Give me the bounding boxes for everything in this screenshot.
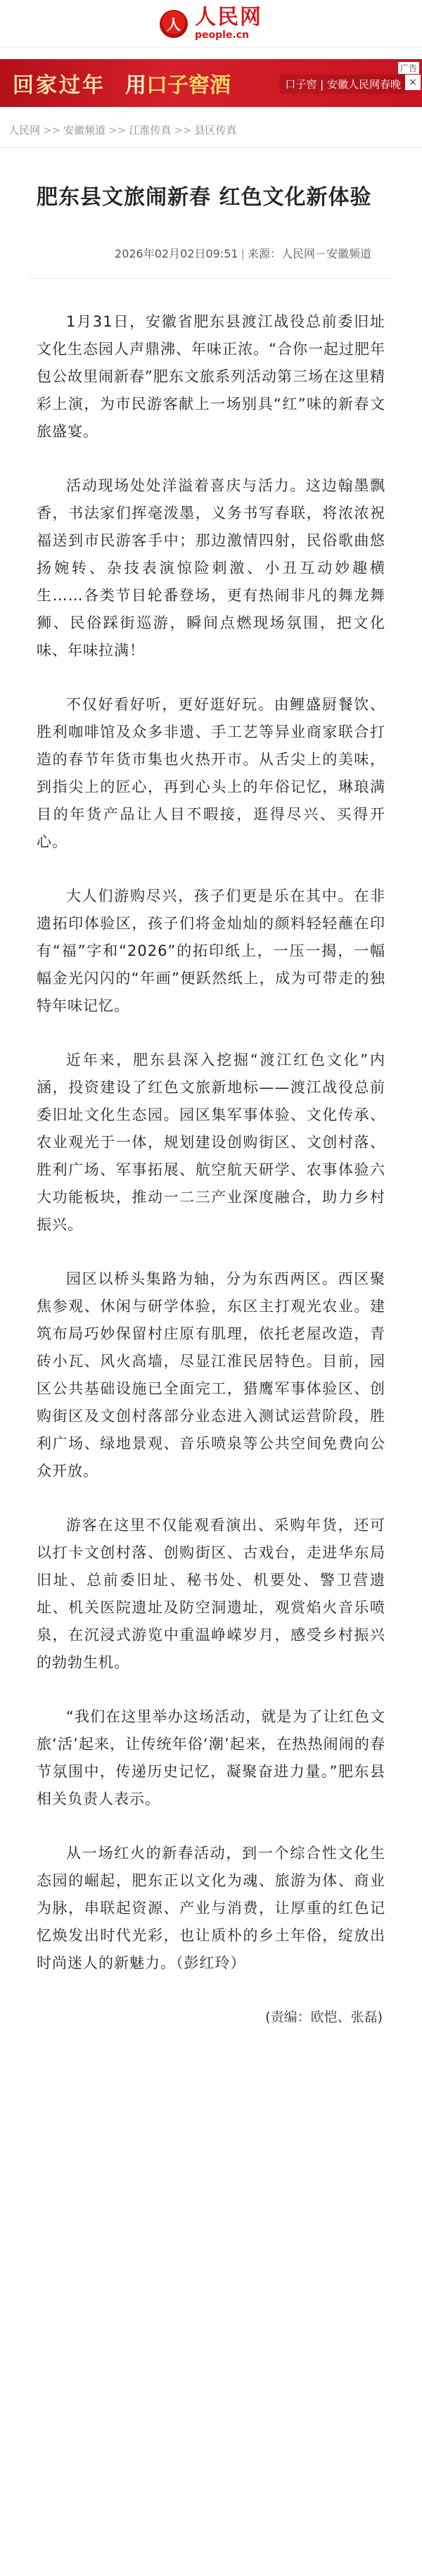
banner-title: 回家过年 xyxy=(13,73,106,98)
people-logo-icon: 人 xyxy=(160,10,188,38)
editor-credit: (责编：欧恺、张磊) xyxy=(265,2009,383,2025)
site-header xyxy=(0,0,422,48)
article-title: 肥东县文旅闹新春 红色文化新体验 xyxy=(37,185,372,210)
article-paragraph: 园区以桥头集路为轴，分为东西两区。西区聚焦参观、休闲与研学体验，东区主打观光农业。建筑布局巧妙保留村庄原有肌理，依托老屋改造，青砖小瓦、风火高墙，尽显江淮民居特色。目前，园区公共基础设施已全面完工，猎鹰军事体验区、创购街区及文创村落部分业态进入测试运营阶段，胜利广场、绿地景观、音乐喷泉等公共空间免费向公众开放。 xyxy=(37,1270,385,1479)
close-icon[interactable]: × xyxy=(405,75,421,90)
logo-domain: people.cn xyxy=(195,30,250,41)
breadcrumb-county[interactable]: 县区传真 xyxy=(194,124,237,137)
banner-brand: 口子窖 | 安徽人民网春晚 xyxy=(279,75,407,94)
article-paragraph: 活动现场处处洋溢着喜庆与活力。这边翰墨飘香，书法家们挥毫泼墨，义务书写春联，将浓浓祝福送到市民游客手中；那边激情四射，民俗歌曲悠扬婉转、杂技表演惊险刺激、小丑互动妙趣横生……各类节目轮番登场，更有热闹非凡的舞龙舞狮、民俗踩街巡游，瞬间点燃现场氛围，把文化味、年味拉满！ xyxy=(37,477,385,659)
logo-name: 人民网 xyxy=(195,5,262,30)
article-paragraph: 游客在这里不仅能观看演出、采购年货，还可以打卡文创村落、创购街区、古戏台，走进华东局旧址、总前委旧址、秘书处、机要处、警卫营遗址、机关医院遗址及防空洞遗址，观赏焰火音乐喷泉，在沉浸式游览中重温峥嵘岁月，感受乡村振兴的勃勃生机。 xyxy=(37,1517,385,1671)
article-paragraph: 近年来，肥东县深入挖掘“渡江红色文化”内涵，投资建设了红色文旅新地标——渡江战役总前委旧址文化生态园。园区集军事体验、文化传承、农业观光于一体，规划建设创购街区、文创村落、胜利广场、军事拓展、航空航天研学、农事体验六大功能板块，推动一二三产业深度融合，助力乡村振兴。 xyxy=(37,1052,385,1233)
breadcrumb-home[interactable]: 人民网 xyxy=(8,124,41,137)
ad-banner[interactable] xyxy=(0,59,422,107)
source-name[interactable]: 人民网－安徽频道 xyxy=(281,247,371,260)
publish-time: 2026年02月02日09:51 xyxy=(115,247,238,260)
breadcrumb-jianghuai[interactable]: 江淮传真 xyxy=(129,124,172,137)
breadcrumb-anhui-channel[interactable]: 安徽频道 xyxy=(63,124,106,137)
source-label: 来源： xyxy=(247,247,281,260)
article-meta: 2026年02月02日09:51 | 来源：人民网－安徽频道 xyxy=(115,247,371,260)
banner-slogan: 用口子窖酒 xyxy=(125,73,231,98)
divider xyxy=(30,278,392,279)
ad-label: 广告 xyxy=(398,62,419,74)
banner-brand-highlight: 口子窖酒 xyxy=(146,73,231,98)
article-paragraph: 大人们游购尽兴，孩子们更是乐在其中。在非遗拓印体验区，孩子们将金灿灿的颜料轻轻蘸在印有“福”字和“2026”的拓印纸上，一压一揭，一幅幅金光闪闪的“年画”便跃然纸上，成为可带走的独特年味记忆。 xyxy=(37,888,385,1014)
article-paragraph: 1月31日，安徽省肥东县渡江战役总前委旧址文化生态园人声鼎沸、年味正浓。“合你一起过肥年 包公故里闹新春”肥东文旅系列活动第三场在这里精彩上演，为市民游客献上一场别具“红”味的新春文旅盛宴。 xyxy=(37,313,385,440)
article xyxy=(0,183,422,2110)
site-logo[interactable] xyxy=(160,7,262,40)
breadcrumb: 人民网 >> 安徽频道 >> 江淮传真 >> 县区传真 xyxy=(0,113,422,148)
article-paragraph: 不仅好看好听，更好逛好玩。由鲤盛厨餐饮、胜利咖啡馆及众多非遗、手工艺等异业商家联合打造的春节年货市集也火热开市。从舌尖上的美味，到指尖上的匠心，再到心头上的年俗记忆，琳琅满目的年货产品让人目不暇接，逛得尽兴、买得开心。 xyxy=(37,696,385,850)
article-paragraph: 从一场红火的新春活动，到一个综合性文化生态园的崛起，肥东正以文化为魂、旅游为体、商业为脉，串联起资源、产业与消费，让厚重的红色记忆焕发出时代光彩，也让质朴的乡土年俗，绽放出时尚迷人的新魅力。（彭红玲） xyxy=(37,1845,385,1971)
article-paragraph: “我们在这里举办这场活动，就是为了让红色文旅‘活’起来，让传统年俗‘潮’起来，在热热闹闹的春节氛围中，传递历史记忆，凝聚奋进力量。”肥东县相关负责人表示。 xyxy=(37,1708,385,1807)
